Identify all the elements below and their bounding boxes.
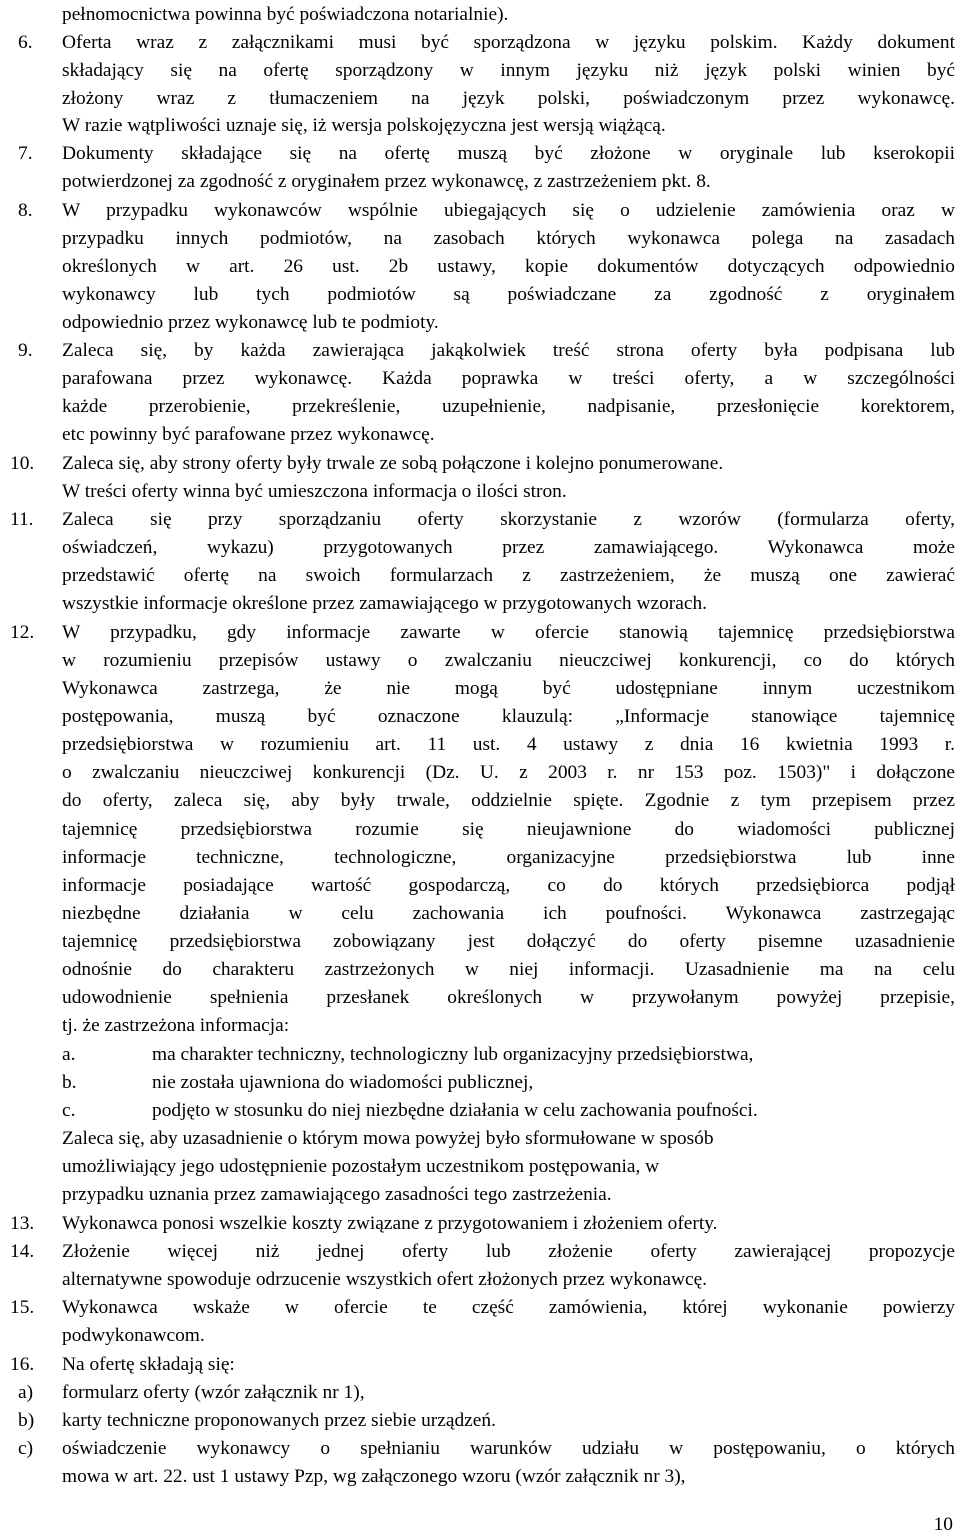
- text-line: Na ofertę składają się:: [62, 1354, 235, 1375]
- item-marker: b): [18, 1410, 35, 1431]
- text-line: przedstawić ofertę na swoich formularzach z zastrzeżeniem, że muszą one zawierać: [62, 565, 955, 586]
- text-line: tajemnicę przedsiębiorstwa zobowiązany jest dołączyć do oferty pisemne uzasadnienie: [62, 931, 955, 952]
- text-line: tajemnicę przedsiębiorstwa rozumie się nieujawnione do wiadomości publicznej: [62, 819, 955, 840]
- item-marker: a.: [62, 1044, 76, 1065]
- text-line: Dokumenty składające się na ofertę muszą być złożone w oryginale lub kserokopii: [62, 143, 955, 164]
- text-line: Wykonawca wskaże w ofercie te część zamówienia, której wykonanie powierzy: [62, 1297, 955, 1318]
- text-line: Zaleca się przy sporządzaniu oferty skorzystanie z wzorów (formularza oferty,: [62, 509, 955, 530]
- item-marker: 12.: [10, 622, 35, 643]
- text-line: postępowania, muszą być oznaczone klauzulą: „Informacje stanowiące tajemnicę: [62, 706, 955, 727]
- text-line: każde przerobienie, przekreślenie, uzupełnienie, nadpisanie, przesłonięcie korektorem,: [62, 396, 955, 417]
- text-line: Wykonawca ponosi wszelkie koszty związane z przygotowaniem i złożeniem oferty.: [62, 1213, 718, 1234]
- text-line: W przypadku wykonawców wspólnie ubiegających się o udzielenie zamówienia oraz w: [62, 200, 955, 221]
- item-marker: 10.: [10, 453, 35, 474]
- item-marker: 9.: [18, 340, 33, 361]
- item-marker: 16.: [10, 1354, 35, 1375]
- text-line: przedsiębiorstwa w rozumieniu art. 11 ust. 4 ustawy z dnia 16 kwietnia 1993 r.: [62, 734, 955, 755]
- text-line: o zwalczaniu nieuczciwej konkurencji (Dz. U. z 2003 r. nr 153 poz. 1503)" i dołączone: [62, 762, 955, 783]
- text-line: nie została ujawniona do wiadomości publicznej,: [152, 1072, 534, 1093]
- text-line: oświadczeń, wykazu) przygotowanych przez zamawiającego. Wykonawca może: [62, 537, 955, 558]
- text-line: przypadku uznania przez zamawiającego zasadności tego zastrzeżenia.: [62, 1184, 612, 1205]
- item-marker: 7.: [18, 143, 33, 164]
- item-marker: 6.: [18, 32, 33, 53]
- text-line: odpowiednio przez wykonawcę lub te podmioty.: [62, 312, 439, 333]
- item-marker: c.: [62, 1100, 76, 1121]
- text-line: tj. że zastrzeżona informacja:: [62, 1015, 290, 1036]
- item-marker: c): [18, 1438, 34, 1459]
- text-line: umożliwiający jego udostępnienie pozostałym uczestnikom postępowania, w: [62, 1156, 660, 1177]
- text-line: parafowana przez wykonawcę. Każda poprawka w treści oferty, a w szczególności: [62, 368, 955, 389]
- text-line: Złożenie więcej niż jednej oferty lub złożenie oferty zawierającej propozycje: [62, 1241, 955, 1262]
- text-line: informacje techniczne, technologiczne, organizacyjne przedsiębiorstwa lub inne: [62, 847, 955, 868]
- text-line: etc powinny być parafowane przez wykonawcę.: [62, 424, 435, 445]
- text-line: składający się na ofertę sporządzony w innym języku niż język polski winien być: [62, 60, 955, 81]
- text-line: Zaleca się, aby strony oferty były trwale ze sobą połączone i kolejno ponumerowane.: [62, 453, 724, 474]
- item-marker: 11.: [10, 509, 34, 530]
- text-line: Oferta wraz z załącznikami musi być sporządzona w języku polskim. Każdy dokument: [62, 32, 955, 53]
- text-line: w rozumieniu przepisów ustawy o zwalczaniu nieuczciwej konkurencji, co do których: [62, 650, 955, 671]
- text-line: podjęto w stosunku do niej niezbędne działania w celu zachowania poufności.: [152, 1100, 758, 1121]
- text-line: oświadczenie wykonawcy o spełnianiu warunków udziału w postępowaniu, o których: [62, 1438, 955, 1459]
- text-line: ma charakter techniczny, technologiczny lub organizacyjny przedsiębiorstwa,: [152, 1044, 754, 1065]
- text-line: karty techniczne proponowanych przez siebie urządzeń.: [62, 1410, 496, 1431]
- text-line: do oferty, zaleca się, aby były trwale, oddzielnie spięte. Zgodnie z tym przepisem przez: [62, 790, 955, 811]
- item-marker: 13.: [10, 1213, 35, 1234]
- text-line: mowa w art. 22. ust 1 ustawy Pzp, wg załączonego wzoru (wzór załącznik nr 3),: [62, 1466, 686, 1487]
- item-marker: b.: [62, 1072, 77, 1093]
- text-line: formularz oferty (wzór załącznik nr 1),: [62, 1382, 365, 1403]
- text-line: złożony wraz z tłumaczeniem na język polski, poświadczonym przez wykonawcę.: [62, 88, 955, 109]
- text-line: udowodnienie spełnienia przesłanek określonych w przywołanym powyżej przepisie,: [62, 987, 955, 1008]
- text-line: wykonawcy lub tych podmiotów są poświadczane za zgodność z oryginałem: [62, 284, 955, 305]
- text-line: odnośnie do charakteru zastrzeżonych w niej informacji. Uzasadnienie ma na celu: [62, 959, 955, 980]
- text-line: określonych w art. 26 ust. 2b ustawy, kopie dokumentów dotyczących odpowiednio: [62, 256, 955, 277]
- page-number: 10: [933, 1514, 953, 1535]
- item-marker: 14.: [10, 1241, 35, 1262]
- item-marker: 8.: [18, 200, 33, 221]
- text-line: W razie wątpliwości uznaje się, iż wersja polskojęzyczna jest wersją wiążącą.: [62, 115, 666, 136]
- text-line: przypadku innych podmiotów, na zasobach których wykonawca polega na zasadach: [62, 228, 955, 249]
- text-line: alternatywne spowoduje odrzucenie wszystkich ofert złożonych przez wykonawcę.: [62, 1269, 708, 1290]
- text-line: W przypadku, gdy informacje zawarte w ofercie stanowią tajemnicę przedsiębiorstwa: [62, 622, 955, 643]
- text-line: podwykonawcom.: [62, 1325, 205, 1346]
- text-line: Zaleca się, aby uzasadnienie o którym mowa powyżej było sformułowane w sposób: [62, 1128, 714, 1149]
- item-marker: 15.: [10, 1297, 35, 1318]
- item-marker: a): [18, 1382, 34, 1403]
- text-line: Zaleca się, by każda zawierająca jakąkolwiek treść strona oferty była podpisana lub: [62, 340, 955, 361]
- text-line: niezbędne działania w celu zachowania ich poufności. Wykonawca zastrzegając: [62, 903, 955, 924]
- text-line: W treści oferty winna być umieszczona informacja o ilości stron.: [62, 481, 567, 502]
- text-line: pełnomocnictwa powinna być poświadczona notarialnie).: [62, 4, 509, 25]
- text-line: Wykonawca zastrzega, że nie mogą być udostępniane innym uczestnikom: [62, 678, 955, 699]
- text-line: potwierdzonej za zgodność z oryginałem przez wykonawcę, z zastrzeżeniem pkt. 8.: [62, 171, 711, 192]
- text-line: informacje posiadające wartość gospodarczą, co do których przedsiębiorca podjął: [62, 875, 955, 896]
- text-line: wszystkie informacje określone przez zamawiającego w przygotowanych wzorach.: [62, 593, 707, 614]
